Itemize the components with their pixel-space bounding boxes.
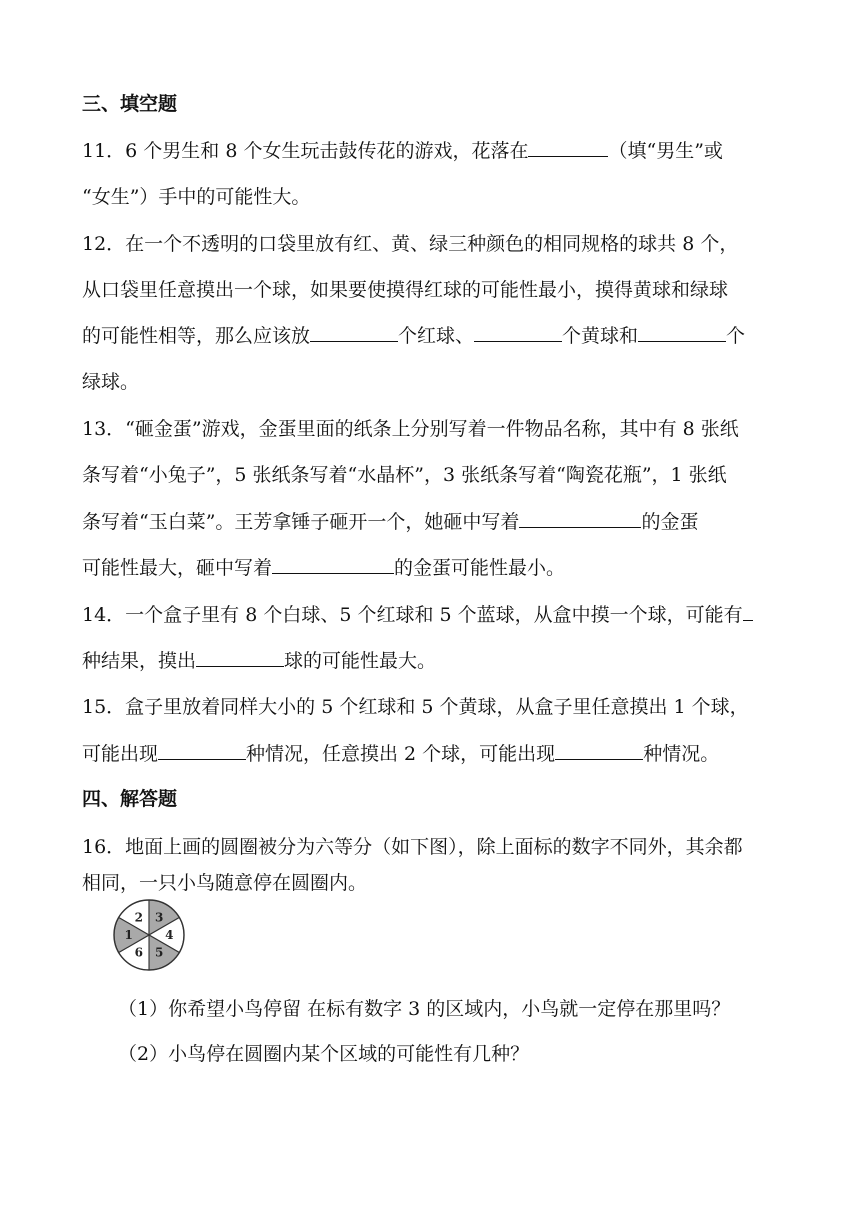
q11-blank-1[interactable] [528, 136, 608, 157]
sector-label-5: 5 [154, 945, 164, 960]
q13-blank-most[interactable] [519, 507, 641, 528]
question-13-line-1: 13．“砸金蛋”游戏，金蛋里面的纸条上分别写着一件物品名称，其中有 8 张纸 [82, 418, 739, 440]
q12-blank-green[interactable] [638, 321, 726, 342]
q15-text-b: 种情况，任意摸出 2 个球，可能出现 [246, 743, 556, 765]
question-16-line-1: 16．地面上画的圆圈被分为六等分（如下图），除上面标的数字不同外，其余都 [82, 836, 743, 858]
q12-text-a: 的可能性相等，那么应该放 [82, 325, 311, 347]
question-16-line-2: 相同，一只小鸟随意停在圆圈内。 [82, 872, 368, 894]
q14-text-c: 球的可能性最大。 [284, 650, 437, 672]
q14-text-a: 14．一个盒子里有 8 个白球、5 个红球和 5 个蓝球，从盒中摸一个球，可能有 [82, 604, 743, 626]
q15-blank-one-ball[interactable] [158, 739, 246, 760]
question-13-line-2: 条写着“小兔子”，5 张纸条写着“水晶杯”，3 张纸条写着“陶瓷花瓶”，1 张纸 [82, 464, 727, 486]
q12-blank-red[interactable] [310, 321, 398, 342]
q11-text-b: （填“男生”或 [608, 140, 723, 162]
question-16-sub-1: （1）你希望小鸟停留 在标有数字 3 的区域内，小鸟就一定停在那里吗？ [118, 998, 731, 1020]
question-12-line-2: 从口袋里任意摸出一个球，如果要使摸得红球的可能性最小，摸得黄球和绿球 [82, 279, 729, 301]
sector-label-2: 2 [134, 910, 144, 925]
question-13-line-4 [82, 553, 780, 583]
circle-six-sectors-figure [112, 898, 186, 972]
question-11-line-2: “女生”）手中的可能性大。 [82, 186, 311, 208]
q14-blank-results[interactable] [743, 600, 753, 621]
question-12-line-3 [82, 321, 780, 351]
question-12-line-1: 12．在一个不透明的口袋里放有红、黄、绿三种颜色的相同规格的球共 8 个， [82, 233, 739, 255]
sector-label-6: 6 [134, 945, 144, 960]
q12-blank-yellow[interactable] [474, 321, 562, 342]
section-heading-fill-blank: 三、填空题 [82, 93, 178, 115]
q12-text-c: 个黄球和 [562, 325, 639, 347]
question-11-line-1 [82, 136, 780, 166]
q13-text-b: 的金蛋 [641, 511, 699, 533]
q15-blank-two-balls[interactable] [555, 739, 643, 760]
sector-label-1: 1 [124, 928, 133, 942]
question-15-line-1: 15．盒子里放着同样大小的 5 个红球和 5 个黄球，从盒子里任意摸出 1 个球， [82, 696, 749, 718]
question-12-line-4: 绿球。 [82, 371, 140, 393]
q15-text-a: 可能出现 [82, 743, 159, 765]
q11-text-a: 11．6 个男生和 8 个女生玩击鼓传花的游戏，花落在 [82, 140, 529, 162]
q14-text-b: 种结果，摸出 [82, 650, 197, 672]
q15-text-c: 种情况。 [643, 743, 720, 765]
sector-label-4: 4 [165, 928, 174, 942]
section-heading-answer: 四、解答题 [82, 788, 178, 810]
question-15-line-2 [82, 739, 780, 769]
q13-text-a: 条写着“玉白菜”。王芳拿锤子砸开一个，她砸中写着 [82, 511, 520, 533]
q12-text-b: 个红球、 [398, 325, 475, 347]
q13-text-d: 的金蛋可能性最小。 [394, 557, 566, 579]
q12-text-d: 个 [726, 325, 746, 347]
q13-text-c: 可能性最大，砸中写着 [82, 557, 273, 579]
question-13-line-3 [82, 507, 780, 537]
sector-label-3: 3 [154, 910, 164, 925]
question-14-line-2 [82, 646, 780, 676]
question-16-sub-2: （2）小鸟停在圆圈内某个区域的可能性有几种？ [118, 1043, 530, 1065]
q14-blank-ball[interactable] [196, 646, 284, 667]
q13-blank-least[interactable] [272, 553, 394, 574]
question-14-line-1 [82, 600, 780, 630]
